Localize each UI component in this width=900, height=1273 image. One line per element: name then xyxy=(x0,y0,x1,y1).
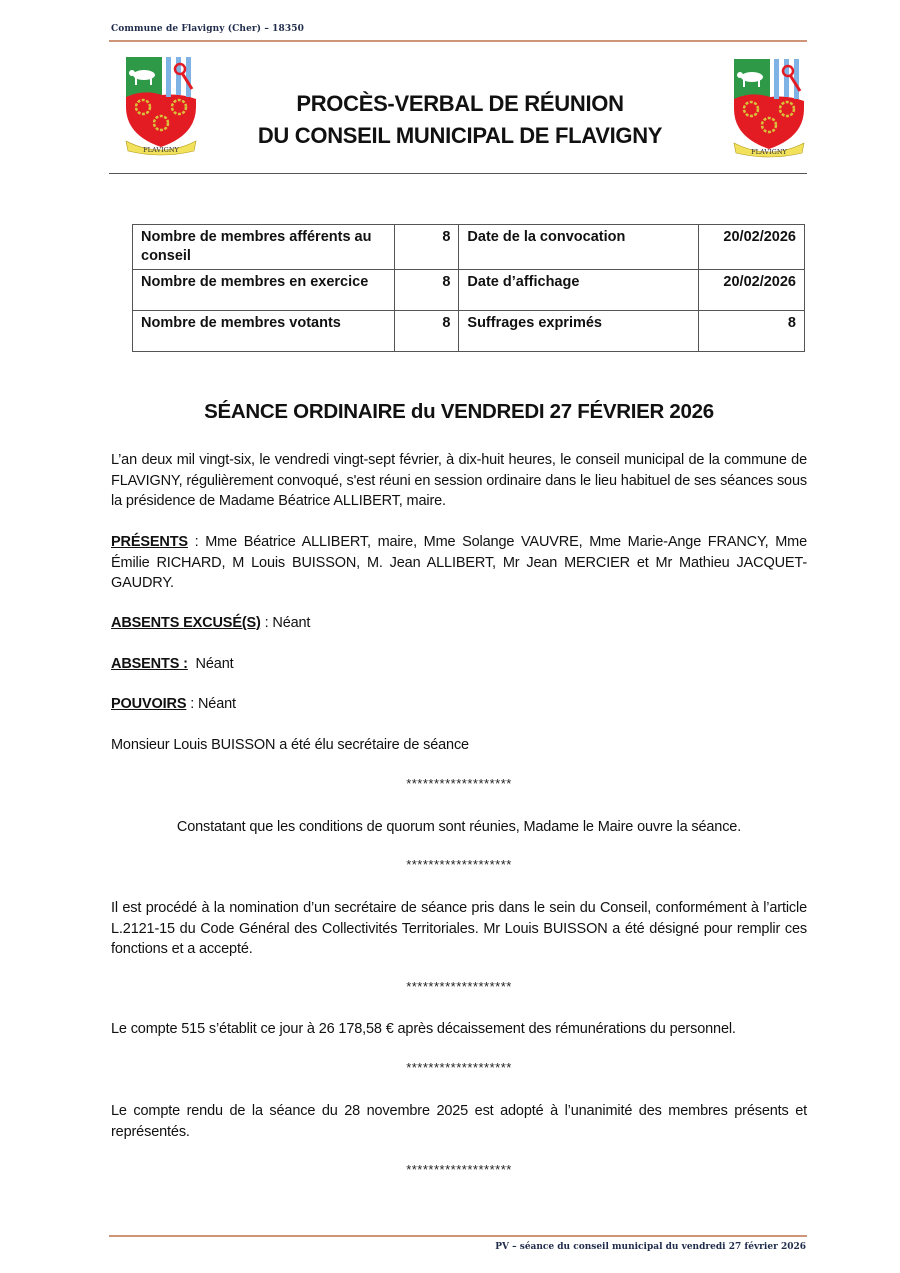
pouvoirs-value: : Néant xyxy=(186,696,236,712)
cell-label: Nombre de membres afférents au conseil xyxy=(133,225,395,270)
title-rule xyxy=(109,173,807,174)
separator: ******************* xyxy=(406,776,512,791)
title-line-1: PROCÈS-VERBAL DE RÉUNION xyxy=(296,91,624,116)
absents-paragraph xyxy=(111,654,807,675)
separator: ******************* xyxy=(406,1162,512,1177)
absents-value: Néant xyxy=(187,656,234,672)
table-row xyxy=(133,225,805,270)
crest-banner-text: FLAVIGNY xyxy=(143,146,179,154)
account-paragraph: Le compte 515 s’établit ce jour à 26 178,58 € après décaissement des rémunérations du personnel. xyxy=(111,1021,736,1037)
separator: ******************* xyxy=(406,1060,512,1075)
footer-rule xyxy=(109,1235,807,1237)
presents-paragraph xyxy=(111,532,807,594)
presents-label: PRÉSENTS xyxy=(111,534,188,550)
excuses-label: ABSENTS EXCUSÉ(S) xyxy=(111,615,261,631)
pouvoirs-label: POUVOIRS xyxy=(111,696,187,712)
presents-list: : Mme Béatrice ALLIBERT, maire, Mme Solange VAUVRE, Mme Marie-Ange FRANCY, Mme Émilie RICHARD, M Louis BUISSON, M. Jean ALLIBERT, Mr Jean MERCIER et Mr Mathieu JACQUET-GAUDRY. xyxy=(111,534,807,591)
excuses-value: : Néant xyxy=(260,615,311,631)
title-line-2: DU CONSEIL MUNICIPAL DE FLAVIGNY xyxy=(257,123,663,148)
cell-value: 20/02/2026 xyxy=(699,225,805,270)
cell-value: 8 xyxy=(699,311,805,352)
session-title: SÉANCE ORDINAIRE du VENDREDI 27 FÉVRIER 2026 xyxy=(204,400,714,423)
table-row xyxy=(133,270,805,311)
nomination-paragraph: Il est procédé à la nomination d’un secrétaire de séance pris dans le sein du Conseil, conformément à l’article L.2121-15 du Code Général des Collectivités Territoriales. Mr Louis BUISSON a été désigné pour remplir ces fonctions et a accepté. xyxy=(111,900,807,957)
header-rule xyxy=(109,40,807,42)
absents-label: ABSENTS : xyxy=(111,656,188,672)
minutes-paragraph: Le compte rendu de la séance du 28 novembre 2025 est adopté à l’unanimité des membres présents et représentés. xyxy=(111,1103,807,1140)
intro-paragraph: L’an deux mil vingt-six, le vendredi vingt-sept février, à dix-huit heures, le conseil municipal de la commune de FLAVIGNY, régulièrement convoqué, s'est réuni en session ordinaire dans le lieu habituel de ses séances sous la présidence de Madame Béatrice ALLIBERT, maire. xyxy=(111,452,807,509)
separator: ******************* xyxy=(406,979,512,994)
quorum-paragraph: Constatant que les conditions de quorum sont réunies, Madame le Maire ouvre la séance. xyxy=(176,819,742,835)
crest-banner-text: FLAVIGNY xyxy=(751,148,787,156)
secretary-paragraph: Monsieur Louis BUISSON a été élu secrétaire de séance xyxy=(111,737,469,753)
members-stats-table xyxy=(132,224,805,352)
cell-label: Suffrages exprimés xyxy=(459,311,699,352)
cell-label: Date d’affichage xyxy=(459,270,699,311)
cell-label: Date de la convocation xyxy=(459,225,699,270)
cell-value: 8 xyxy=(394,225,459,270)
running-footer: PV – séance du conseil municipal du vendredi 27 février 2026 xyxy=(495,1242,806,1252)
separator: ******************* xyxy=(406,857,512,872)
cell-value: 8 xyxy=(394,270,459,311)
coat-of-arms-icon xyxy=(730,57,808,159)
table-row xyxy=(133,311,805,352)
document-title xyxy=(200,88,720,152)
excuses-paragraph xyxy=(111,613,807,634)
cell-label: Nombre de membres en exercice xyxy=(133,270,395,311)
cell-label: Nombre de membres votants xyxy=(133,311,395,352)
cell-value: 20/02/2026 xyxy=(699,270,805,311)
coat-of-arms-icon xyxy=(122,55,200,157)
running-header: Commune de Flavigny (Cher) – 18350 xyxy=(111,24,304,34)
pouvoirs-paragraph xyxy=(111,694,807,715)
cell-value: 8 xyxy=(394,311,459,352)
